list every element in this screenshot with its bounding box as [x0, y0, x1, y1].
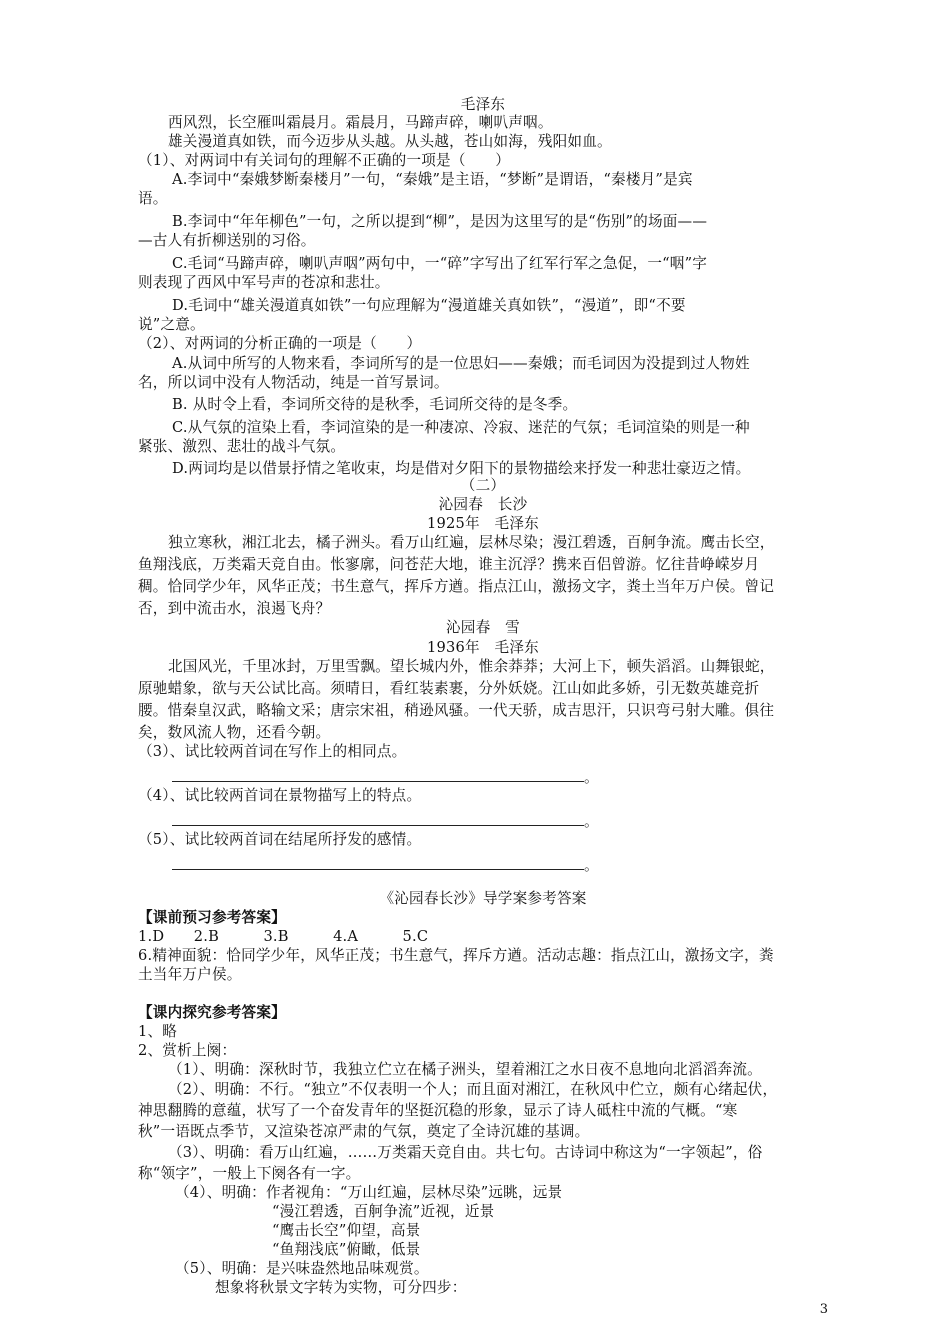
blank-end: 。	[584, 857, 599, 874]
poem-text: 矣，数风流人物，还看今朝。	[138, 724, 331, 741]
option-text: 说”之意。	[138, 316, 205, 333]
choice-answers: 1.D 2.B 3.B 4.A 5.C	[138, 928, 429, 945]
question-2-stem: （2）、对两词的分析正确的一项是（ ）	[138, 335, 422, 352]
option-text: C.毛词“马蹄声碎，喇叭声咽”两句中，一“碎”字写出了红军行军之急促，一“咽”字	[172, 255, 708, 272]
option-text: A.李词中“秦娥梦断秦楼月”一句，“秦娥”是主语，“梦断”是谓语，“秦楼月”是宾	[172, 171, 693, 188]
question-1-stem: （1）、对两词中有关词句的理解不正确的一项是（ ）	[138, 152, 511, 169]
poem-byline: 1936年 毛泽东	[427, 639, 539, 656]
blank-end: 。	[584, 769, 599, 786]
question-3-stem: （3）、试比较两首词在写作上的相同点。	[138, 743, 407, 760]
pre-study-heading: 【课前预习参考答案】	[138, 909, 286, 926]
option-text: D.两词均是以借景抒情之笔收束，均是借对夕阳下的景物描绘来抒发一种悲壮豪迈之情。	[172, 460, 751, 477]
in-class-heading: 【课内探究参考答案】	[138, 1004, 286, 1021]
poem-line: 西风烈，长空雁叫霜晨月。霜晨月，马蹄声碎，喇叭声咽。	[168, 114, 553, 131]
poem-line: 雄关漫道真如铁，而今迈步从头越。从头越，苍山如海，残阳如血。	[168, 133, 612, 150]
poem-text: 独立寒秋，湘江北去，橘子洲头。看万山红遍，层林尽染；漫江碧透，百舸争流。鹰击长空，	[168, 534, 775, 551]
answer-text: 想象将秋景文字转为实物，可分四步：	[215, 1279, 467, 1296]
option-text: B. 从时令上看，李词所交待的是秋季，毛词所交待的是冬季。	[172, 396, 578, 413]
question-4-stem: （4）、试比较两首词在景物描写上的特点。	[138, 787, 422, 804]
answer-text: 秋”一语既点季节，又渲染苍凉严肃的气氛，奠定了全诗沉雄的基调。	[138, 1123, 590, 1140]
answers-title: 《沁园春长沙》导学案参考答案	[379, 890, 587, 907]
answer-text: （5）、明确：是兴味盎然地品味观赏。	[175, 1260, 429, 1277]
answer-blank[interactable]	[172, 767, 584, 782]
question-5-stem: （5）、试比较两首词在结尾所抒发的感情。	[138, 831, 422, 848]
answer-item: 1、略	[138, 1023, 178, 1040]
answer-line	[172, 855, 862, 875]
option-text: 紧张、激烈、悲壮的战斗气氛。	[138, 438, 346, 455]
answer-text: “鱼翔浅底”俯瞰，低景	[272, 1241, 421, 1258]
option-text: 名，所以词中没有人物活动，纯是一首写景词。	[138, 374, 449, 391]
answer-text: 神思翻腾的意蕴，状写了一个奋发青年的坚挺沉稳的形象，显示了诗人砥柱中流的气概。“寒	[138, 1102, 738, 1119]
poem-text: 北国风光，千里冰封，万里雪飘。望长城内外，惟余莽莽；大河上下，顿失滔滔。山舞银蛇，	[168, 658, 775, 675]
answer-text: （2）、明确：不行。“独立”不仅表明一个人；而且面对湘江，在秋风中伫立，颇有心绪起伏，	[168, 1081, 778, 1098]
poem-text: 否，到中流击水，浪遏飞舟？	[138, 600, 331, 617]
option-text: 语。	[138, 190, 168, 207]
poem-title: 沁园春 长沙	[438, 496, 528, 513]
poem-author: 毛泽东	[460, 96, 506, 113]
option-text: C.从气氛的渲染上看，李词渲染的是一种凄凉、冷寂、迷茫的气氛；毛词渲染的则是一种	[172, 419, 750, 436]
blank-end: 。	[584, 813, 599, 830]
poem-byline: 1925年 毛泽东	[427, 515, 539, 532]
answer-text: （3）、明确：看万山红遍，……万类霜天竞自由。共七句。古诗词中称这为“一字领起”，俗	[168, 1144, 763, 1161]
answer-line	[172, 767, 862, 787]
answer-text: “漫江碧透，百舸争流”近视，近景	[272, 1203, 495, 1220]
answer-blank[interactable]	[172, 855, 584, 870]
page-number: 3	[819, 1302, 828, 1317]
option-text: 则表现了西风中军号声的苍凉和悲壮。	[138, 274, 390, 291]
answer-text: （4）、明确：作者视角：“万山红遍，层林尽染”远眺，远景	[175, 1184, 563, 1201]
section-marker: （二）	[460, 477, 506, 494]
answer-item: 2、赏析上阕：	[138, 1042, 237, 1059]
answer-text: 称“领字”，一般上下阕各有一字。	[138, 1165, 361, 1182]
answer-text: （1）、明确：深秋时节，我独立伫立在橘子洲头，望着湘江之水日夜不息地向北滔滔奔流。	[168, 1061, 762, 1078]
answer-6: 6.精神面貌：恰同学少年，风华正茂；书生意气，挥斥方遒。活动志趣：指点江山，激扬文字，粪	[138, 947, 774, 964]
poem-text: 鱼翔浅底，万类霜天竞自由。怅寥廓，问苍茫大地，谁主沉浮？携来百侣曾游。忆往昔峥嵘岁月	[138, 556, 760, 573]
answer-line	[172, 811, 862, 831]
answer-blank[interactable]	[172, 811, 584, 826]
answer-text: “鹰击长空”仰望，高景	[272, 1222, 421, 1239]
poem-text: 腰。惜秦皇汉武，略输文采；唐宗宋祖，稍逊风骚。一代天骄，成吉思汗，只识弯弓射大雕。俱往	[138, 702, 775, 719]
answer-6: 土当年万户侯。	[138, 966, 242, 983]
option-text: —古人有折柳送别的习俗。	[138, 232, 316, 249]
option-text: D.毛词中“雄关漫道真如铁”一句应理解为“漫道雄关真如铁”，“漫道”，即“不要	[172, 297, 686, 314]
poem-text: 稠。恰同学少年，风华正茂；书生意气，挥斥方遒。指点江山，激扬文字，粪土当年万户侯。曾记	[138, 578, 775, 595]
poem-text: 原驰蜡象，欲与天公试比高。须晴日，看红装素裹，分外妖娆。江山如此多娇，引无数英雄竞折	[138, 680, 760, 697]
poem-title: 沁园春 雪	[446, 619, 520, 636]
option-text: B.李词中“年年柳色”一句，之所以提到“柳”，是因为这里写的是“伤别”的场面——	[172, 213, 708, 230]
option-text: A.从词中所写的人物来看，李词所写的是一位思妇——秦娥；而毛词因为没提到过人物姓	[172, 355, 750, 372]
